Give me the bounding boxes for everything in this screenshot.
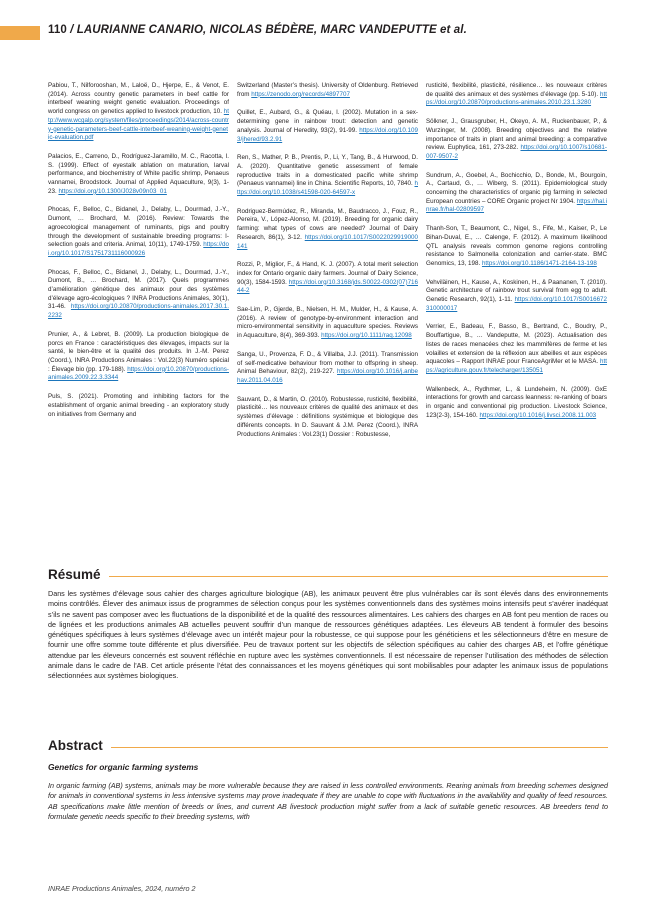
reference-link[interactable]: https://doi.org/10.1300/J028v09n03_01 (58, 187, 167, 195)
reference-entry (48, 153, 229, 197)
reference-text: Pabiou, T., Nilforooshan, M., Laloë, D., Hjerpe, E., & Venot, E. (2014). Across country genetic parameters in beef cattle for interbeef weaning weight genetic evaluation. Proceedings of world congress on genetics applied to livestock production, 10. (48, 82, 229, 116)
reference-text: Sae-Lim, P., Gjerde, B., Nielsen, H. M., Mulder, H., & Kause, A. (2016). A review of genotype-by-environment interaction and micro-environmental sensitivity in aquaculture species. Reviews in Aquaculture, 8(4), 369-393. (237, 306, 418, 340)
reference-entry (426, 323, 607, 375)
header-accent-bar (0, 26, 40, 40)
reference-entry (237, 396, 418, 440)
reference-entry (237, 109, 418, 144)
running-head-authors: / LAURIANNE CANARIO, NICOLAS BÉDÈRE, MARC VANDEPUTTE et al. (70, 24, 467, 36)
reference-entry (237, 208, 418, 252)
reference-text: Sanga, U., Provenza, F. D., & Villalba, J.J. (2011). Transmission of self-medicative behaviour from mother to offspring in sheep. Animal Behaviour, 82(2), 219-227. (237, 350, 418, 376)
reference-link[interactable]: https://doi.org/10.1017/S0016672310000017 (426, 296, 607, 312)
page-number: 110 (48, 24, 67, 36)
reference-entry (426, 118, 607, 162)
reference-entry (48, 206, 229, 258)
reference-link[interactable]: https://doi.org/10.20870/productions-animales.2017.30.1.2232 (48, 303, 229, 320)
reference-text: Rodriguez-Bermúdez, R., Miranda, M., Baudracco, J., Fouz, R., Pereira, V., López-Alonso, M. (2019). Breeding for organic dairy farming: what types of cows are needed? Journal of Dairy Research, 86(1), 3-12. (237, 207, 418, 241)
resume-title: Résumé (48, 567, 101, 582)
reference-text: Sundrum, A., Goebel, A., Bochicchio, D., Bonde, M., Bourgoin, A., Cartaud, G., … Wiberg, S. (2011). Epidemiological study concerning the characteristics of organic pig farming in selected European countries – CORE Organic project Nr 1904. (426, 171, 607, 205)
reference-text: Thanh-Son, T., Beaumont, C., Nigel, S., Fife, M., Kaiser, P., Le Bihan-Duval, E., … Calenge, F. (2012). A maximum likelihood QTL analysis reveals common genome regions controlling resistance to Salmonella colonization and carrier-state. BMC Genomics, 13, 198. (426, 225, 607, 267)
reference-text: Switzerland (Master’s thesis). University of Oldenburg. Retrieved from (237, 82, 418, 98)
reference-entry (48, 393, 229, 419)
reference-link[interactable]: https://hal.inrae.fr/hal-02809597 (426, 197, 608, 214)
reference-link[interactable]: https://doi.org/10.1093/jhered/93.2.91 (237, 126, 418, 143)
reference-link[interactable]: http://www.wcgalp.org/system/files/proceedings/2014/across-country-genetic-parameters-beef-cattle-interbeef-weaning-weight-genetic-evaluation.pdf (48, 108, 229, 142)
abstract-heading-rule (111, 747, 608, 748)
reference-link[interactable]: https://doi.org/10.1016/j.anbehav.2011.04.016 (237, 368, 418, 384)
reference-text: Rozzi, P., Miglior, F., & Hand, K. J. (2007). A total merit selection index for Ontario organic dairy farmers. Journal of Dairy Science, 90(3), 1584-1593. (237, 261, 418, 286)
references-column-3 (426, 82, 607, 449)
reference-entry (237, 82, 418, 99)
reference-text: Ren, S., Mather, P. B., Prentis, P., Li, Y., Tang, B., & Hurwood, D. A. (2020). Quantitative genetic assessment of female reproductive traits in a domesticated pacific white shrimp (Penaeus vannamei) line in China. Scientific Reports, 10, 7840. (237, 154, 418, 188)
page-footer: INRAE Productions Animales, 2024, numéro 2 (48, 884, 196, 893)
references-section (48, 82, 608, 449)
reference-entry (237, 306, 418, 341)
reference-link[interactable]: https://doi.org/10.1007/s10681-007-9507-2 (426, 144, 607, 160)
reference-link[interactable]: https://doi.org/10.1038/s41598-020-64597-x (237, 180, 418, 197)
abstract-text: In organic farming (AB) systems, animals may be more vulnerable because they are raised in less controlled environments. Rearing animals from breeding schemes designed for animals in conventional systems in less intensive systems may prove inadequate if they are unable to cope with fluctuations in the availability and quality of feed resources. AB specifications make little mention of breeds or lines, and current AB livestock production might suffer from a lack of suitable genetic resources. AB breeders tend to formulate genetic needs specific to their breeding systems, with (48, 781, 608, 821)
reference-link[interactable]: https://agriculture.gouv.fr/telecharger/135051 (426, 358, 607, 374)
abstract-heading (48, 738, 608, 753)
reference-entry (48, 269, 229, 321)
reference-text: Vehviläinen, H., Kause, A., Koskinen, H., & Paananen, T. (2010). Genetic architecture of rainbow trout survival from egg to adult. Genetic Research, 92(1), 1-11. (426, 278, 607, 304)
reference-link[interactable]: https://doi.org/10.20870/productions-animales.2009.22.3.3344 (48, 365, 229, 382)
reference-text: Quillet, E., Aubard, G., & Quéau, I. (2002). Mutation in a sex-determining gene in rainbow trout: detection and genetic analysis. Journal of Heredity, 93(2), 91-99. (237, 109, 418, 134)
reference-link[interactable]: https://doi.org/10.1111/raq.12098 (321, 332, 412, 340)
abstract-title: Abstract (48, 738, 103, 753)
reference-entry (237, 351, 418, 386)
reference-text: Prunier, A., & Lebret, B. (2009). La production biologique de porcs en France : caractéristiques des élevages, impacts sur la santé, le bien-être et la qualité des produits. In J.-M. Perez (Coord.), INRA Productions Animales : Vol.22(3) Numéro spécial : Élevage bio (pp. 179-188). (48, 330, 229, 373)
resume-text: Dans les systèmes d’élevage sous cahier des charges agriculture biologique (AB), les animaux peuvent être plus vulnérables car ils sont élevés dans des environnements moins contrôlés. Élever des animaux issus de programmes de sélection conçus pour les systèmes conventionnels dans des systèmes moins intensifs peut s’avérer inadéquat s’ils ne savent pas composer avec les fluctuations de la disponibilité et de la qualité des ressources alimentaires. Les cahiers des charges en AB font peu mention de races ou de lignées et les productions animales AB actuelles peuvent souffrir d’un manque de ressources génétiques adaptées. Les éleveurs AB tendent à formuler des besoins génétiques spécifiques à leurs systèmes d’élevage avec un intérêt majeur pour la robustesse, ce qui suppose pour les généticiens et les sélectionneurs d’être en mesure de fournir une offre somme toute différente et plus diversifiée. Peu de travaux portent sur les objectifs de sélection spécifiques au cahier des charges AB, et l’offre génétique attendue par les éleveurs concernés est souvent réfléchie en rupture avec les systèmes conventionnels. Il est nécessaire de repenser l’utilisation des méthodes de sélection animale dans le cadre de l’AB. Cet article présente l’état des connaissances et les moyens génétiques qui sont mobilisables pour adapter les animaux issus de populations sélectionnées aux systèmes biologiques. (48, 589, 608, 681)
reference-text: Verrier, E., Badeau, F., Basso, B., Bertrand, C., Boudry, P., Bouffartigue, B., … Vandeputte, M. (2023). Actualisation des listes de races menacées chez les mammifères de ferme et les volailles et extension de la réflexion aux abeilles et aux espèces aquacoles – Rapport INRAE pour FranceAgriMer et le MASA. (426, 323, 607, 366)
reference-entry (237, 261, 418, 296)
reference-entry (48, 82, 229, 143)
page-header (48, 24, 610, 44)
reference-text: Phocas, F., Belloc, C., Bidanel, J., Delaby, L., Dourmad, J.-Y., Dumont, B., … Brochard, M. (2017). Quels programmes d’amélioration génétique des animaux pour des systèmes d’élevage agro-écologiques ? INRA Productions Animales, 30(1), 31-46. (48, 268, 229, 311)
reference-text: Sölkner, J., Grausgruber, H., Okeyo, A. M., Ruckenbauer, P., & Wurzinger, M. (2008). Breeding objectives and the relative importance of traits in plant and animal breeding: a comparative review. Euphytica, 161, 273-282. (426, 118, 607, 152)
reference-link[interactable]: https://zenodo.org/records/4897707 (251, 90, 350, 98)
reference-entry (426, 82, 607, 108)
reference-text: Phocas, F., Belloc, C., Bidanel, J., Delaby, L., Dourmad, J.-Y., Dumont, … Brochard, M. (2016). Review: Towards the agroecological management of ruminants, pigs and poultry through the development of sustainable breeding programs: I-selection goals and criteria. Animal, 10(11), 1749-1759. (48, 206, 229, 249)
resume-heading (48, 567, 608, 582)
reference-entry (426, 386, 607, 421)
reference-text: Wallenbeck, A., Rydhmer, L., & Lundeheim, N. (2009). GxE interactions for growth and carcass leanness: re-ranking of boars in organic and conventional pig production. Livestock Science, 123(2-3), 154-160. (426, 385, 607, 419)
reference-text: rusticité, flexibilité, plasticité, résilience… les nouveaux critères de qualité des animaux et des systèmes d’élevage (pp. 5-10). (426, 82, 607, 98)
references-column-2 (237, 82, 418, 449)
reference-text: Palacios, E., Carreno, D., Rodríguez-Jaramillo, M. C., Racotta, I. S. (1999). Effect of eyestalk ablation on maturation, larval performance, and biochemistry of White pacific shrimp, Penaeus vannamei, Broodstock. Journal of Applied Aquaculture, 9(3), 1-23. (48, 152, 229, 195)
reference-entry (426, 279, 607, 314)
reference-link[interactable]: https://doi.org/10.20870/productions-animales.2010.23.1.3280 (426, 90, 607, 107)
reference-entry (48, 331, 229, 383)
reference-link[interactable]: https://doi.org/10.1186/1471-2164-13-198 (481, 259, 597, 267)
reference-link[interactable]: https://doi.org/10.1016/j.livsci.2008.11.003 (479, 411, 597, 419)
running-head (48, 24, 467, 36)
reference-entry (426, 225, 607, 269)
reference-text: Puls, S. (2021). Promoting and inhibiting factors for the establishment of organic animal breeding - an exploratory study on initiatives from Germany and (48, 393, 229, 418)
reference-text: Sauvant, D., & Martin, O. (2010). Robustesse, rusticité, flexibilité, plasticité… les nouveaux critères de qualité des animaux et des systèmes d’élevage : définitions systémique et biologique des différents concepts. In D. Sauvant & J.M. Perez (Coord.), INRA Productions Animales : Vol.23(1) Dossier : Robustesse, (237, 395, 418, 438)
resume-heading-rule (109, 576, 608, 577)
reference-link[interactable]: https://doi.org/10.1017/S0022029919000141 (237, 233, 418, 250)
reference-entry (237, 154, 418, 198)
abstract-subtitle: Genetics for organic farming systems (48, 762, 199, 772)
reference-link[interactable]: https://doi.org/10.3168/jds.S0022-0302(07)71644-2 (237, 278, 418, 295)
references-column-1 (48, 82, 229, 449)
reference-entry (426, 172, 607, 216)
reference-link[interactable]: https://doi.org/10.1017/S1751731116000926 (48, 241, 229, 257)
